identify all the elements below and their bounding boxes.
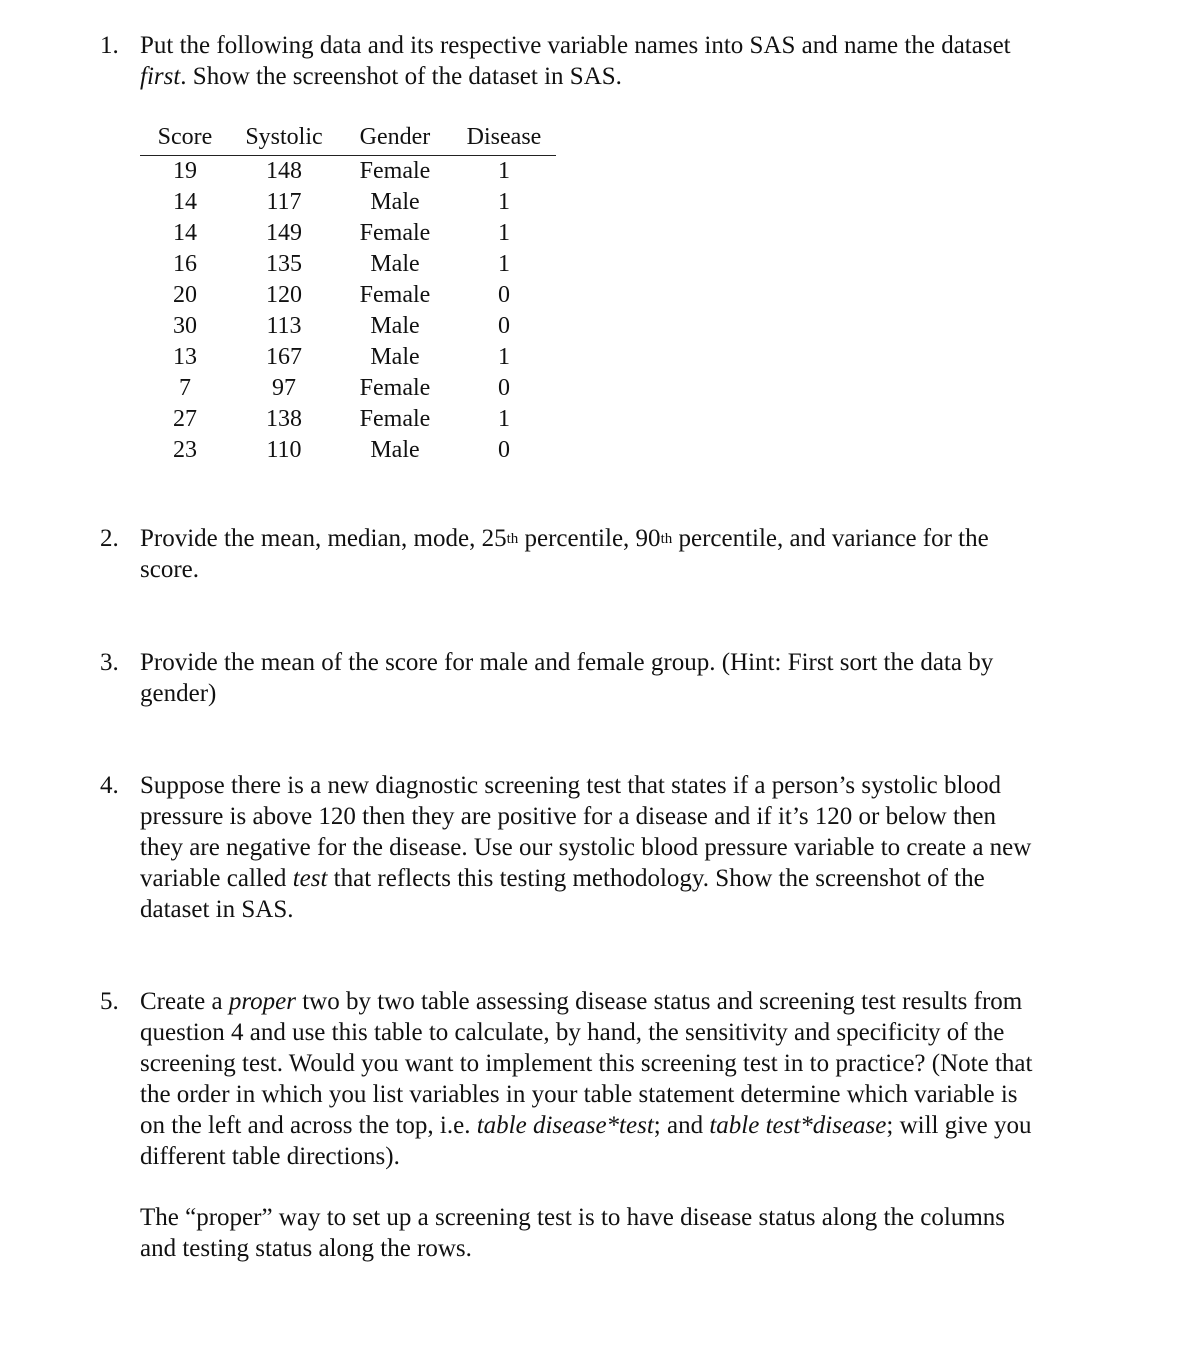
cell-systolic: 97	[272, 375, 296, 401]
question-2	[100, 523, 1110, 585]
cell-gender: Male	[370, 313, 420, 339]
cell-gender: Female	[359, 158, 431, 184]
cell-disease: 1	[498, 189, 510, 215]
question-4	[100, 770, 1110, 925]
emphasis-proper: proper	[228, 988, 296, 1015]
column-header-gender: Gender	[338, 122, 452, 156]
question-3	[100, 647, 1110, 709]
question-4-line-2: pressure is above 120 then they are positive for a disease and if it’s 120 or below then	[140, 803, 997, 830]
cell-gender: Female	[359, 282, 431, 308]
table-row	[140, 373, 556, 404]
question-3-line-1: Provide the mean of the score for male and female group. (Hint: First sort the data by	[140, 649, 994, 676]
table-row	[140, 156, 556, 188]
question-1-line-2: first. Show the screenshot of the dataset in SAS.	[140, 63, 622, 90]
question-2-line-1: Provide the mean, median, mode, 25th percentile, 90th percentile, and variance for the	[140, 525, 989, 552]
cell-disease: 1	[498, 158, 510, 184]
data-table	[140, 122, 556, 466]
cell-score: 27	[173, 406, 197, 432]
question-4-line-1: Suppose there is a new diagnostic screening test that states if a person’s systolic blood	[140, 772, 1001, 799]
table-header-row	[140, 122, 556, 156]
question-1	[100, 30, 1110, 92]
question-5-line-2: question 4 and use this table to calculate, by hand, the sensitivity and specificity of the	[140, 1019, 1005, 1046]
table-row	[140, 342, 556, 373]
question-4-line-4: variable called test that reflects this testing methodology. Show the screenshot of the	[140, 865, 985, 892]
table-row	[140, 404, 556, 435]
cell-systolic: 117	[266, 189, 302, 215]
question-5-line-1: Create a proper two by two table assessing disease status and screening test results from	[140, 988, 1023, 1015]
cell-disease: 0	[498, 313, 510, 339]
table-body	[140, 156, 556, 467]
column-header-score: Score	[140, 122, 230, 156]
cell-systolic: 167	[266, 344, 302, 370]
cell-score: 14	[173, 220, 197, 246]
cell-gender: Female	[359, 375, 431, 401]
cell-systolic: 138	[266, 406, 302, 432]
question-5	[100, 986, 1110, 1172]
question-4-line-5: dataset in SAS.	[140, 896, 294, 923]
cell-score: 23	[173, 437, 197, 463]
note-paragraph	[100, 1202, 1110, 1264]
cell-score: 30	[173, 313, 197, 339]
cell-disease: 1	[498, 344, 510, 370]
question-number: 5.	[100, 988, 119, 1015]
table-row	[140, 249, 556, 280]
question-5-line-4: the order in which you list variables in your table statement determine which variable is	[140, 1081, 1018, 1108]
cell-disease: 0	[498, 375, 510, 401]
question-5-line-6: different table directions).	[140, 1143, 400, 1170]
cell-score: 7	[179, 375, 191, 401]
cell-systolic: 110	[266, 437, 302, 463]
column-header-systolic: Systolic	[230, 122, 338, 156]
table-row	[140, 435, 556, 466]
question-number: 1.	[100, 32, 119, 59]
variable-name-test: test	[292, 865, 328, 892]
cell-gender: Female	[359, 220, 431, 246]
question-number: 4.	[100, 772, 119, 799]
note-line-2: and testing status along the rows.	[140, 1235, 472, 1262]
cell-gender: Male	[370, 437, 420, 463]
cell-systolic: 113	[266, 313, 302, 339]
cell-systolic: 135	[266, 251, 302, 277]
question-2-line-2: score.	[140, 556, 199, 583]
note-line-1: The “proper” way to set up a screening test is to have disease status along the columns	[140, 1204, 1006, 1231]
question-4-line-3: they are negative for the disease. Use our systolic blood pressure variable to create a new	[140, 834, 1032, 861]
cell-score: 16	[173, 251, 197, 277]
table-row	[140, 280, 556, 311]
cell-disease: 1	[498, 406, 510, 432]
cell-gender: Male	[370, 344, 420, 370]
question-number: 3.	[100, 649, 119, 676]
cell-disease: 1	[498, 251, 510, 277]
cell-disease: 1	[498, 220, 510, 246]
cell-gender: Male	[370, 251, 420, 277]
cell-score: 13	[173, 344, 197, 370]
question-number: 2.	[100, 525, 119, 552]
cell-score: 20	[173, 282, 197, 308]
cell-disease: 0	[498, 437, 510, 463]
cell-score: 14	[173, 189, 197, 215]
question-5-line-3: screening test. Would you want to implement this screening test in to practice? (Note that	[140, 1050, 1033, 1077]
column-header-disease: Disease	[452, 122, 556, 156]
question-1-line-1: Put the following data and its respective variable names into SAS and name the dataset	[140, 32, 1011, 59]
question-5-line-5: on the left and across the top, i.e. table disease*test; and table test*disease; will give you	[140, 1112, 1032, 1139]
code-table-test-disease: table test*disease	[709, 1112, 887, 1139]
code-table-disease-test: table disease*test	[476, 1112, 654, 1139]
table-row	[140, 187, 556, 218]
cell-systolic: 148	[266, 158, 302, 184]
cell-gender: Male	[370, 189, 420, 215]
cell-systolic: 149	[266, 220, 302, 246]
cell-gender: Female	[359, 406, 431, 432]
table-row	[140, 311, 556, 342]
table-row	[140, 218, 556, 249]
question-3-line-2: gender)	[140, 680, 217, 707]
dataset-name: first	[140, 63, 181, 90]
cell-disease: 0	[498, 282, 510, 308]
cell-score: 19	[173, 158, 197, 184]
cell-systolic: 120	[266, 282, 302, 308]
